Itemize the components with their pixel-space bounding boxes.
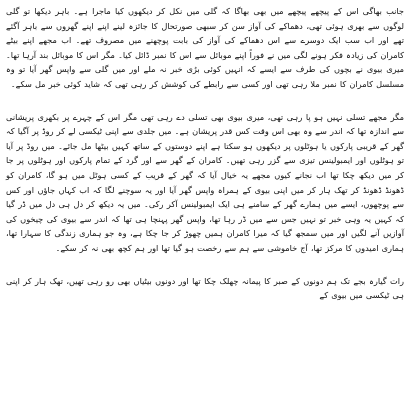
paragraph-2: مگر مجھے تسلی نہیں ہو پا رہی تھی، میری بیوی بھی تسلی دے رہی تھی مگر اس کے چہرے پر بکھری پریشانی سے اندازہ تھا کہ اندر سے وہ بھی اس وقت کس قدر پریشان ہے۔ میں جلدی سے اپنی ٹیکسی لے کر روڈ پر آگیا کہ گھر کے قریبی پارکوں یا ہوٹلوں پر دیکھوں ہو سکتا ہے اپنے دوستوں کے ساتھ کہیں بیٹھا مل جائے۔ میں روڈ پر آیا تو ہوٹلوں اور ایمبولینس تیزی سے گزر رہی تھیں۔ کامران کے گھر سے اور گرد کے تمام پارکوں اور ہوٹلوں پر جا کر میں دیکھ چکا تھا اب نجانے کیوں مجھے یہ خیال آیا کہ گھر کے قریب کے کسی ہوٹل میں ہو گا، کامران کو ڈھونڈ ڈھونڈ کر تھک ہار کر میں اپنی بیوی کے ہمراہ واپس گھر آیا اور یہ سوچنے لگا کہ اب کہاں جاؤں اور کس سے پوچھوں، ایسے میں ہمارے گھر کے سامنے ہی ایک ایمبولینس آکر رکی۔ میں یہ دیکھ کر دل ہی دل میں ڈر گیا کہ کہیں یہ وہی خبر تو نہیں جس سے میں ڈر رہا تھا، واپس گھر پہنچا ہی تھا کہ اندر سے بیوی کی چیخوں کی آوازیں آنے لگیں اور میں سمجھ گیا کہ میرا کامران ہمیں چھوڑ کر جا چکا ہے، وہ جو ہماری زندگی کا سہارا تھا، ہماری امیدوں کا مرکز تھا، آج خاموشی سے ہم سے رخصت ہو گیا تھا اور ہم کچھ بھی نہ کر سکے۔: [6, 111, 404, 253]
paragraph-1: جانب بھاگی اس کے پیچھے پیچھے میں بھی بھاگا کہ گلی میں نکل کر دیکھوں کیا ماجرا ہے۔ باہر دیکھا تو گلی لوگوں سے بھری ہوئی تھی، دھماکے کی آواز سن کر سبھی صورتحال کا جائزہ لینے اپنے اپنے گھروں سے باہر آگئے تھے اور اب سب ایک دوسرے سے اس دھماکے کی آواز کی بابت پوچھنے میں مصروف تھے۔ اب مجھے اپنے بیٹے کامران کی زیادہ فکر ہونے لگی میں نے فوراً اپنے موبائل سے اس کا نمبر ڈائل کیا۔ مگر اس کا موبائل بند آرہا تھا۔ میری بیوی نے بچوں کی طرف سے ایسے کہ انہیں کوئی بڑی خبر نہ ملے اور میں گلی سے واپس گھر آیا تو وہ مسلسل کامران کا نمبر ملا رہی تھی اور کسی سے رابطے کی کوشش کر رہی تھی کہ شاید کوئی خبر مل سکے۔: [6, 6, 404, 89]
article-page: [6, 4, 404, 406]
paragraph-3: رات گیارہ بجے تک ہم دونوں کے صبر کا پیمانہ چھلک چکا تھا اور دونوں بیٹیاں بھی رو رہی تھیں، تھک ہار کر اپنی ہی ٹیکسی میں بیوی کے: [6, 275, 404, 301]
